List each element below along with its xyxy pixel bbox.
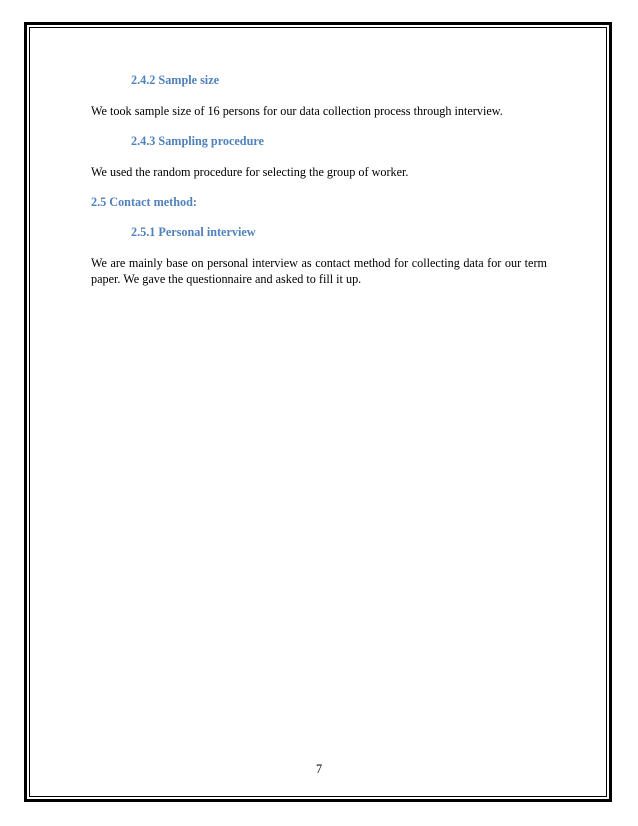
- paragraph-sampling-procedure: We used the random procedure for selecting the group of worker.: [91, 165, 409, 179]
- heading-sampling-procedure: 2.4.3 Sampling procedure: [131, 134, 264, 148]
- page-border-inner: [29, 27, 607, 797]
- heading-sample-size: 2.4.2 Sample size: [131, 73, 220, 87]
- page-number: 7: [315, 762, 323, 776]
- paragraph-personal-interview: We are mainly base on personal interview as contact method for collecting data for our term paper. We gave the questionnaire and asked to fill it up.: [91, 256, 547, 286]
- heading-contact-method: 2.5 Contact method:: [91, 195, 197, 209]
- paragraph-sample-size: We took sample size of 16 persons for our data collection process through interview.: [91, 104, 503, 118]
- heading-personal-interview: 2.5.1 Personal interview: [131, 225, 256, 239]
